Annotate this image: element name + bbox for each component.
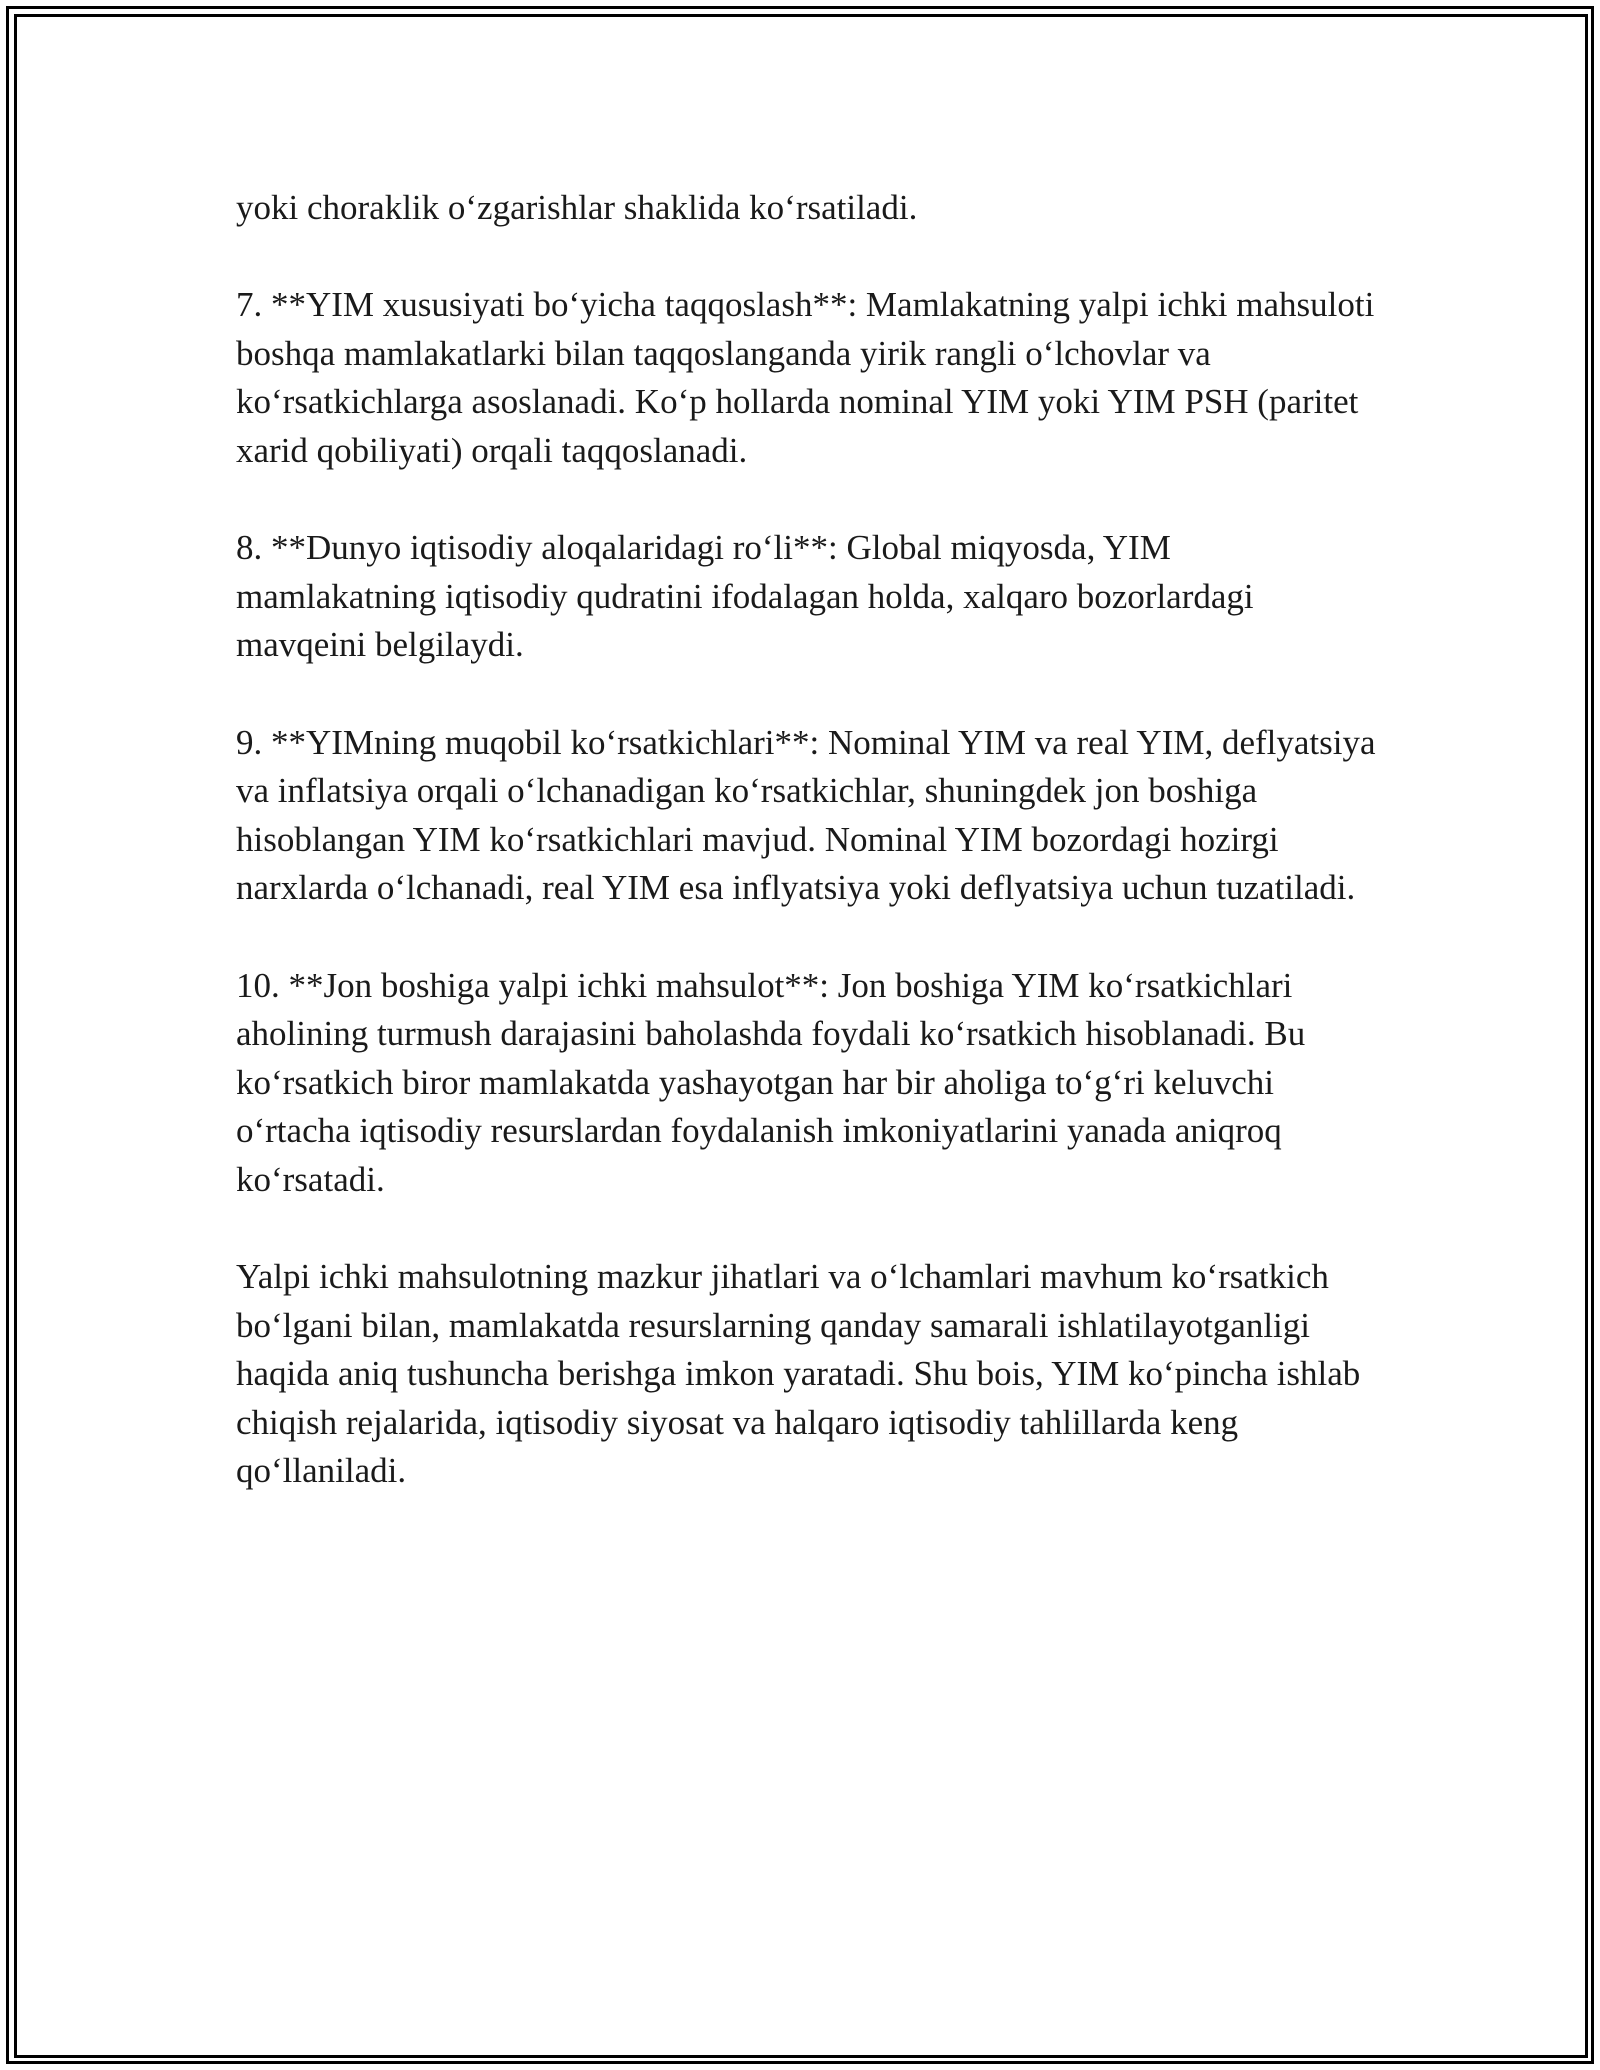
paragraph-item-7: 7. **YIM xususiyati bo‘yicha taqqoslash**: Mamlakatning yalpi ichki mahsuloti boshqa mamlakatlarki bilan taqqoslanganda yirik rangli o‘lchovlar va ko‘rsatkichlarga asoslanadi. Ko‘p hollarda nominal YIM yoki YIM PSH (paritet xarid qobiliyati) orqali taqqoslanadi. — [236, 285, 1375, 470]
paragraph-conclusion: Yalpi ichki mahsulotning mazkur jihatlari va o‘lchamlari mavhum ko‘rsatkich bo‘lgani bilan, mamlakatda resurslarning qanday samarali ishlatilayotganligi haqida aniq tushuncha berishga imkon yaratadi. Shu bois, YIM ko‘pincha ishlab chiqish rejalarida, iqtisodiy siyosat va halqaro iqtisodiy tahlillarda keng qo‘llaniladi. — [236, 1257, 1361, 1491]
paragraph-continuation: yoki choraklik o‘zgarishlar shaklida ko‘rsatiladi. — [236, 188, 918, 227]
paragraph-item-8: 8. **Dunyo iqtisodiy aloqalaridagi ro‘li**: Global miqyosda, YIM mamlakatning iqtisodiy qudratini ifodalagan holda, xalqaro bozorlardagi mavqeini belgilaydi. — [236, 528, 1254, 665]
paragraph-item-9: 9. **YIMning muqobil ko‘rsatkichlari**: Nominal YIM va real YIM, deflyatsiya va inflatsiya orqali o‘lchanadigan ko‘rsatkichlar, shuningdek jon boshiga hisoblangan YIM ko‘rsatkichlari mavjud. Nominal YIM bozordagi hozirgi narxlarda o‘lchanadi, real YIM esa inflyatsiya yoki deflyatsiya uchun tuzatiladi. — [236, 722, 1376, 908]
document-body — [236, 184, 1376, 1545]
paragraph-item-10: 10. **Jon boshiga yalpi ichki mahsulot**: Jon boshiga YIM ko‘rsatkichlari aholining turmush darajasini baholashda foydali ko‘rsatkich hisoblanadi. Bu ko‘rsatkich biror mamlakatda yashayotgan har bir aholiga to‘g‘ri keluvchi o‘rtacha iqtisodiy resurslardan foydalanish imkoniyatlarini yanada aniqroq ko‘rsatadi. — [236, 965, 1306, 1199]
